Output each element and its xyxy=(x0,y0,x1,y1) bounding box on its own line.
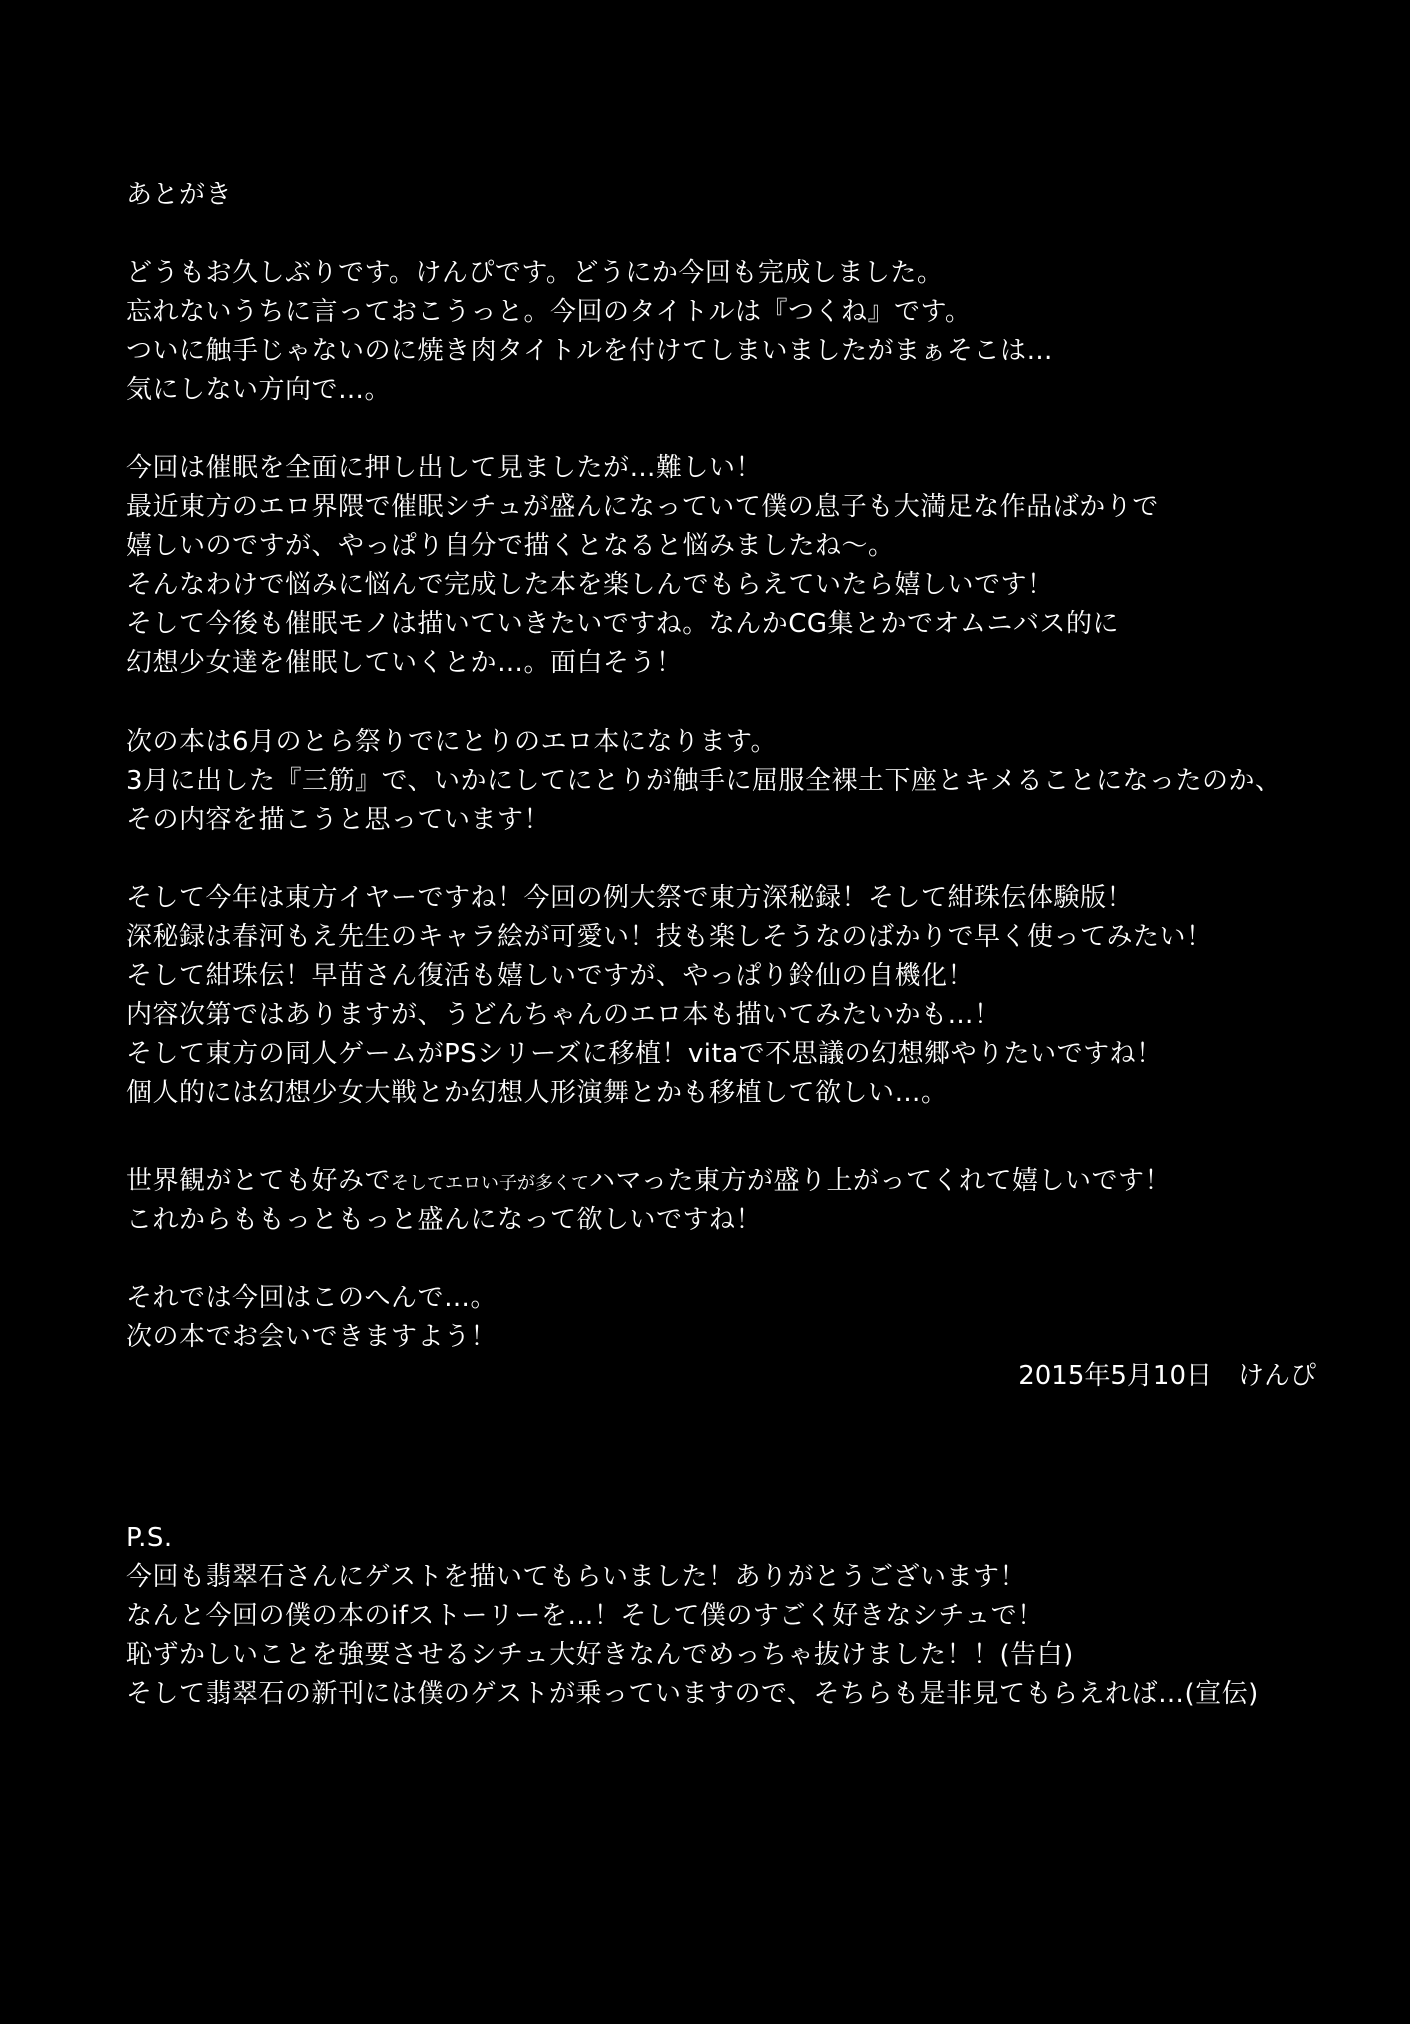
ps-label: P.S. xyxy=(126,1523,173,1553)
paragraph-2-line-3: 嬉しいのですが、やっぱり自分で描くとなると悩みましたね〜。 xyxy=(126,531,895,561)
paragraph-4-line-5: そして東方の同人ゲームがPSシリーズに移植！vitaで不思議の幻想郷やりたいですね！ xyxy=(126,1039,1163,1069)
paragraph-1-line-4: 気にしない方向で…。 xyxy=(126,375,392,405)
date-signature: 2015年5月10日 けんぴ xyxy=(1018,1361,1316,1391)
paragraph-6-line-2: 次の本でお会いできますよう！ xyxy=(126,1322,498,1352)
paragraph-6-line-1: それでは今回はこのへんで…。 xyxy=(126,1283,498,1313)
ps-line-4: そして翡翠石の新刊には僕のゲストが乗っていますので、そちらも是非見てもらえれば…(宣伝) xyxy=(126,1679,1259,1709)
paragraph-4-line-2: 深秘録は春河もえ先生のキャラ絵が可愛い！技も楽しそうなのばかりで早く使ってみたい！ xyxy=(126,922,1213,952)
paragraph-2-line-4: そんなわけで悩みに悩んで完成した本を楽しんでもらえていたら嬉しいです！ xyxy=(126,570,1054,600)
paragraph-1-line-1: どうもお久しぶりです。けんぴです。どうにか今回も完成しました。 xyxy=(126,258,944,288)
page-title: あとがき xyxy=(126,180,233,210)
paragraph-2-line-2: 最近東方のエロ界隈で催眠シチュが盛んになっていて僕の息子も大満足な作品ばかりで xyxy=(126,492,1159,522)
paragraph-1-line-3: ついに触手じゃないのに焼き肉タイトルを付けてしまいましたがまぁそこは… xyxy=(126,336,1053,366)
ps-line-3: 恥ずかしいことを強要させるシチュ大好きなんでめっちゃ抜けました！！(告白) xyxy=(126,1640,1074,1670)
paragraph-4-line-3: そして紺珠伝！早苗さん復活も嬉しいですが、やっぱり鈴仙の自機化！ xyxy=(126,961,975,991)
ps-line-2: なんと今回の僕の本のifストーリーを…！そして僕のすごく好きなシチュで！ xyxy=(126,1601,1044,1631)
paragraph-5-line-1-end: ハマった東方が盛り上がってくれて嬉しいです！ xyxy=(589,1166,1171,1196)
paragraph-2-line-1: 今回は催眠を全面に押し出して見ましたが…難しい！ xyxy=(126,453,763,483)
paragraph-5-line-1 xyxy=(126,1166,1171,1199)
paragraph-3-line-1: 次の本は6月のとら祭りでにとりのエロ本になります。 xyxy=(126,727,777,757)
paragraph-5-line-2: これからももっともっと盛んになって欲しいですね！ xyxy=(126,1205,763,1235)
paragraph-3-line-2: 3月に出した『三筋』で、いかにしてにとりが触手に屈服全裸土下座とキメることになったのか、 xyxy=(126,766,1282,796)
paragraph-2-line-6: 幻想少女達を催眠していくとか…。面白そう！ xyxy=(126,648,683,678)
paragraph-5-line-1-start: 世界観がとても好みで xyxy=(126,1166,392,1196)
ps-line-1: 今回も翡翠石さんにゲストを描いてもらいました！ありがとうございます！ xyxy=(126,1562,1026,1592)
paragraph-1-line-2: 忘れないうちに言っておこうっと。今回のタイトルは『つくね』です。 xyxy=(126,297,972,327)
paragraph-4-line-4: 内容次第ではありますが、うどんちゃんのエロ本も描いてみたいかも…！ xyxy=(126,1000,1001,1030)
paragraph-4-line-6: 個人的には幻想少女大戦とか幻想人形演舞とかも移植して欲しい…。 xyxy=(126,1078,948,1108)
paragraph-2-line-5: そして今後も催眠モノは描いていきたいですね。なんかCG集とかでオムニバス的に xyxy=(126,609,1120,639)
paragraph-3-line-3: その内容を描こうと思っています！ xyxy=(126,805,551,835)
paragraph-5-line-1-small: そしてエロい子が多くて xyxy=(391,1173,590,1194)
paragraph-4-line-1: そして今年は東方イヤーですね！今回の例大祭で東方深秘録！そして紺珠伝体験版！ xyxy=(126,883,1134,913)
